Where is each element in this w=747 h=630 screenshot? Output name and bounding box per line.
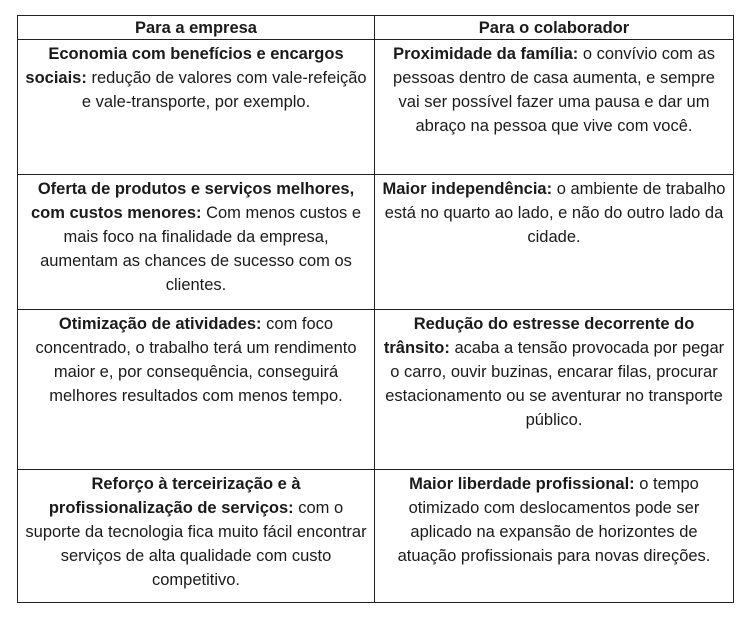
- cell-heading: Maior independência:: [382, 180, 553, 199]
- cell-text: Com menos custos e mais foco na finalidade da empresa, aumentam as chances de sucesso com os clientes.: [40, 204, 362, 295]
- table-row: [18, 40, 734, 175]
- cell-empresa: [18, 310, 375, 470]
- cell-text: com foco concentrado, o trabalho terá um rendimento maior e, por consequência, conseguirá melhores resultados com menos tempo.: [35, 315, 357, 406]
- cell-text: o convívio com as pessoas dentro de casa aumenta, e sempre vai ser possível fazer uma pausa e dar um abraço na pessoa que vive com você.: [393, 45, 715, 135]
- header-row: [18, 16, 734, 40]
- header-empresa: Para a empresa: [18, 16, 375, 40]
- comparison-table: [17, 15, 734, 603]
- cell-heading: Oferta de produtos e serviços melhores, com custos menores:: [30, 180, 355, 223]
- cell-heading: Reforço à terceirização e à profissionalização de serviços:: [48, 475, 301, 518]
- table-row: [18, 470, 734, 603]
- table-row: [18, 310, 734, 470]
- cell-colaborador: [375, 310, 734, 470]
- cell-heading: Economia com benefícios e encargos sociais:: [25, 45, 344, 87]
- cell-empresa: [18, 470, 375, 603]
- cell-colaborador: [375, 40, 734, 175]
- cell-heading: Proximidade da família:: [393, 45, 579, 63]
- cell-empresa: [18, 40, 375, 175]
- cell-colaborador: [375, 175, 734, 310]
- header-colaborador: Para o colaborador: [375, 16, 734, 40]
- cell-text: o tempo otimizado com deslocamentos pode ser aplicado na expansão de horizontes de atuação profissionais para novas direções.: [397, 475, 711, 566]
- cell-text: com o suporte da tecnologia fica muito fácil encontrar serviços de alta qualidade com custo competitivo.: [25, 499, 367, 590]
- cell-empresa: [18, 175, 375, 310]
- cell-text: o ambiente de trabalho está no quarto ao lado, e não do outro lado da cidade.: [384, 180, 726, 247]
- cell-heading: Otimização de atividades:: [58, 315, 262, 334]
- cell-text: acaba a tensão provocada por pegar o carro, ouvir buzinas, encarar filas, procurar estacionamento ou se aventurar no transporte público.: [385, 339, 725, 430]
- cell-colaborador: [375, 470, 734, 603]
- cell-heading: Redução do estresse decorrente do trânsito:: [383, 315, 695, 358]
- table-row: [18, 175, 734, 310]
- cell-text: redução de valores com vale-refeição e vale-transporte, por exemplo.: [81, 69, 367, 111]
- cell-heading: Maior liberdade profissional:: [409, 475, 635, 494]
